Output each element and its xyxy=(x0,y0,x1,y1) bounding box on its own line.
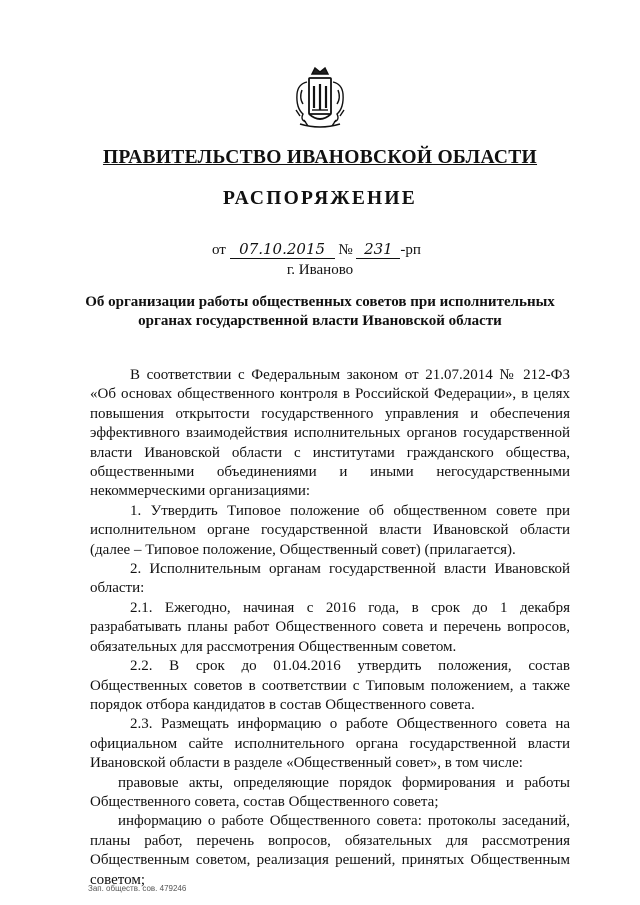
government-title: ПРАВИТЕЛЬСТВО ИВАНОВСКОЙ ОБЛАСТИ xyxy=(102,147,538,168)
paragraph-legal-acts: правовые акты, определяющие порядок формирования и работы Общественного совета, состав Общественного совета; xyxy=(90,774,570,810)
paragraph-item-2: 2. Исполнительным органам государственной власти Ивановской области: xyxy=(90,561,570,597)
paragraph-item-2-1: 2.1. Ежегодно, начиная с 2016 года, в срок до 1 декабря разрабатывать планы работ Общественного совета и перечень вопросов, обязательных для рассмотрения Общественным советом. xyxy=(90,599,570,655)
handwritten-number: 231 xyxy=(356,240,400,259)
document-subject: Об организации работы общественных советов при исполнительных органах государственной власти Ивановской области xyxy=(85,294,555,329)
date-prefix: от xyxy=(212,242,226,258)
paragraph-item-1: 1. Утвердить Типовое положение об общественном совете при исполнительном органе государственной власти Ивановской области (далее – Типовое положение, Общественный совет) (прилагается). xyxy=(90,502,570,558)
number-suffix: -рп xyxy=(400,242,421,258)
paragraph-council-info: информацию о работе Общественного совета: протоколы заседаний, планы работ, перечень вопросов, обязательных для рассмотрения Общественным советом, реализация решений, принятых Общественным советом; xyxy=(90,813,570,888)
coat-of-arms-emblem xyxy=(294,64,346,130)
number-sign: № xyxy=(338,242,353,258)
document-type-title: РАСПОРЯЖЕНИЕ xyxy=(223,188,417,209)
document-body xyxy=(90,366,570,890)
date-number-line xyxy=(212,240,421,259)
paragraph-preamble: В соответствии с Федеральным законом от 21.07.2014 № 212-ФЗ «Об основах общественного контроля в Российской Федерации», в целях повышения открытости государственного управления и обеспечения эффективного взаимодействия исполнительных органов государственной власти Ивановской области с институтами гражданского общества, общественными объединениями и иными негосударственными некоммерческими организациями: xyxy=(90,367,570,500)
footer-note: Зап. обществ. сов. 479246 xyxy=(88,884,187,893)
city-line: г. Иваново xyxy=(286,262,354,278)
paragraph-item-2-3: 2.3. Размещать информацию о работе Общественного совета на официальном сайте исполнительного органа государственной власти Ивановской области в разделе «Общественный совет», в том числе: xyxy=(90,716,570,772)
handwritten-date: 07.10.2015 xyxy=(230,240,335,259)
paragraph-item-2-2: 2.2. В срок до 01.04.2016 утвердить положения, состав Общественных советов в соответствии с Типовым положением, а также порядок отбора кандидатов в состав Общественного совета. xyxy=(90,658,570,713)
